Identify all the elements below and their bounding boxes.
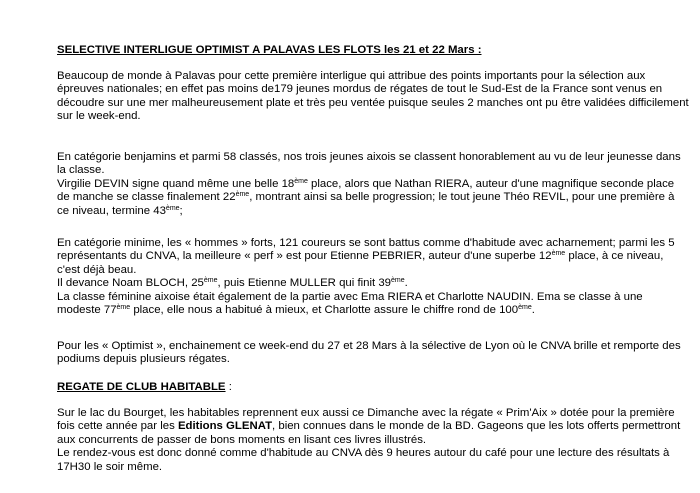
habitable-body: Sur le lac du Bourget, les habitables reprennent eux aussi ce Dimanche avec la régate « Prim'Aix » dotée pour la première fois cette année par les Editions GLENAT, bien connues dans le monde de la BD. Gageons que les lots offerts permettront aux concurrents de passer de bons moments en lisant ces livres illustrés. (57, 407, 681, 446)
heading-dates: les 21 et 22 Mars : (380, 44, 482, 56)
minimes-results: Il devance Noam BLOCH, 25ème, puis Etienne MULLER qui finit 39ème. (57, 277, 408, 290)
section-heading-regate (57, 381, 689, 394)
benjamins-results: Virgilie DEVIN signe quand même une belle 18ème place, alors que Nathan RIERA, auteur d'une magnifique seconde place de manche se classe finalement 22ème, montrant ainsi sa belle progression; le tout jeune Théo REVIL, pour une première à ce niveau, termine 43ème; (57, 177, 675, 217)
minimes-intro: En catégorie minime, les « hommes » forts, 121 coureurs se sont battus comme d'habitude avec acharnement; parmi les 5 représentants du CNVA, la meilleure « perf » est pour Etienne PEBRIER, auteur d'une superbe 12ème place, à ce niveau, c'est déjà beau. (57, 237, 675, 276)
heading2-title: REGATE DE CLUB HABITABLE (57, 381, 226, 393)
paragraph-intro: Beaucoup de monde à Palavas pour cette première interligue qui attribue des points importants pour la sélection aux épreuves nationales; en effet pas moins de179 jeunes mordus de régates de tout le Sud-Est de la France sont venus en découdre sur une mer malheureusement plate et très peu ventée puisque seules 2 manches ont pu être validées difficilement sur le week-end. (57, 70, 689, 123)
heading2-colon: : (225, 381, 232, 393)
habitable-rendezvous: Le rendez-vous est donc donné comme d'habitude au CNVA dès 9 heures autour du café pour une lecture des résultats à 17H30 le soir même. (57, 447, 670, 473)
minimes-feminine: La classe féminine aixoise était également de la partie avec Ema RIERA et Charlotte NAUDIN. Ema se classe à une modeste 77ème place, elle nous a habitué à mieux, et Charlotte assure le chiffre rond de 100ème. (57, 290, 643, 317)
publisher-name: Editions GLENAT (177, 420, 273, 433)
section-heading-selective (57, 44, 689, 57)
heading-title: SELECTIVE INTERLIGUE OPTIMIST A PALAVAS LES FLOTS (57, 44, 381, 56)
benjamins-intro: En catégorie benjamins et parmi 58 classés, nos trois jeunes aixois se classent honorablement au vu de leur jeunesse dans la classe. (57, 151, 681, 177)
paragraph-minimes (57, 237, 689, 317)
paragraph-benjamins (57, 151, 689, 218)
paragraph-optimist-lyon: Pour les « Optimist », enchainement ce week-end du 27 et 28 Mars à la sélective de Lyon où le CNVA brille et remporte des podiums depuis plusieurs régates. (57, 340, 681, 366)
paragraph-habitable (57, 407, 689, 474)
